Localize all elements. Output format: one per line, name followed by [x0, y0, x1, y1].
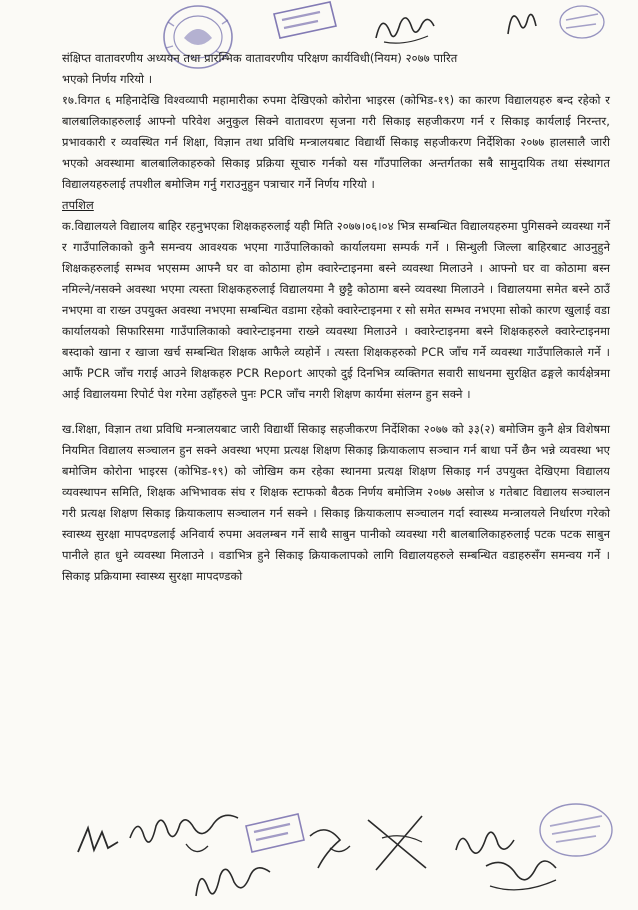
signature-bottom-7 — [480, 850, 570, 902]
signature-bottom-1 — [74, 822, 124, 862]
signature-top-2 — [500, 0, 610, 50]
top-continuation-line-1: संक्षिप्त वातावरणीय अध्ययन तथा प्रारम्भिक वातावरणीय परिक्षण कार्यविधी(नियम) २०७७ पारित — [62, 51, 458, 65]
section-heading: तपशिल — [62, 198, 94, 212]
top-continuation-line-2: भएको निर्णय गरियो । — [62, 72, 153, 86]
detail-item-kha: ख.शिक्षा, विज्ञान तथा प्रविधि मन्त्रालयबाट जारी विद्यार्थी सिकाइ सहजीकरण निर्देशिका २०७७ को ३३(२) बमोजिम कुनै क्षेत्र विशेषमा नियमित विद्यालय सञ्चालन हुन सक्ने अवस्था भएमा प्रत्यक्ष शिक्षण सिकाइ क्रियाकलाप सञ्चान गर्न बाधा पर्ने छैन भन्ने व्यवस्था भए बमोजिम कोरोना भाइरस (कोभिड-१९) को जोखिम कम रहेका स्थानमा प्रत्यक्ष शिक्षण सिकाइ गर्न उपयुक्त देखिएमा विद्यालय व्यवस्थापन समिति, शिक्षक अभिभावक संघ र शिक्षक स्टाफको बैठक निर्णय बमोजिम २०७७ असोज ४ गतेबाट विद्यालय सञ्चालन गरी प्रत्यक्ष शिक्षण सिकाइ क्रियाकलाप सञ्चालन गर्न सक्ने । सिकाइ क्रियाकलाप सञ्चालन गर्दा स्वास्थ्य मन्त्रालयले निर्धारण गरेको स्वास्थ्य सुरक्षा मापदण्डलाई अनिवार्य रुपमा अवलम्बन गर्ने साथै साबुन पानीको व्यवस्था गरी बालबालिकाहरुलाई पटक पटक साबुन पानीले हात धुने व्यवस्था मिलाउने । वडाभित्र हुने सिकाइ क्रियाकलापको लागि विद्यालयहरुले सम्बन्धित वडाहरुसँग समन्वय गर्ने । सिकाइ प्रक्रियामा स्वास्थ्य सुरक्षा मापदण्डको — [62, 422, 610, 583]
office-stamp-top — [270, 0, 340, 40]
signature-top-1 — [370, 8, 440, 52]
paragraph-spacer — [62, 405, 610, 419]
decision-item-17: १७.विगत ६ महिनादेखि विश्वव्यापी महामारीका रुपमा देखिएको कोरोना भाइरस (कोभिड-१९) का कारण विद्यालयहरु बन्द रहेको र बालबालिकाहरुलाई आफ्नो परिवेश अनुकुल सिक्ने वातावरण सृजना गरी सिकाइ सहजीकरण गर्न र सिकाइ कार्यलाई निरन्तर, प्रभावकारी र व्यवस्थित गर्न शिक्षा, विज्ञान तथा प्रविधि मन्त्रालयबाट विद्यार्थी सिकाइ सहजीकरण निर्देशिका २०७७ हालसालै जारी भएको अवस्थामा बालबालिकाहरुको सिकाइ प्रक्रिया सूचारु गर्नको यस गाँउपालिका अन्तर्गतका सबै सामुदायिक तथा संस्थागत विद्यालयहरुलाई तपशील बमोजिम गर्नु गराउनुहुन पत्राचार गर्ने निर्णय गरियो । — [62, 93, 610, 191]
signature-bottom-6 — [190, 856, 280, 908]
signature-bottom-4 — [362, 808, 442, 878]
document-body — [62, 48, 610, 587]
detail-item-ka: क.विद्यालयले विद्यालय बाहिर रहनुभएका शिक्षकहरुलाई यही मिति २०७७।०६।०४ भित्र सम्बन्धित विद्यालयहरुमा पुगिसक्ने व्यवस्था गर्ने र गाउँपालिकाको कुनै समन्वय आवश्यक भएमा गाउँपालिकाको कार्यालयमा सम्पर्क गर्ने । सिन्धुली जिल्ला बाहिरबाट आउनुहुने शिक्षकहरुलाई सम्भव भएसम्म आफ्नै घर वा कोठामा होम क्वारेन्टाइनमा बस्ने व्यवस्था मिलाउने । आफ्नो घर वा कोठामा बस्न नमिल्ने/नसक्ने अवस्था भएमा त्यस्ता शिक्षकहरुलाई विद्यालयमा नै छुट्टै कोठामा बस्ने व्यवस्था मिलाउने । विद्यालयमा समेत बस्ने ठाउँ नभएमा वा राख्न उपयुक्त अवस्था नभएमा सम्बन्धित वडामा रहेको क्वारेन्टाइनमा र सो समेत सम्भव नभएमा सोको कारण खुलाई वडा कार्यालयको सिफारिसमा गाउँपालिकाको क्वारेन्टाइनमा राख्ने व्यवस्था मिलाउने । क्वारेन्टाइनमा बस्ने शिक्षकहरुले क्वारेन्टाइनमा बस्दाको खाना र खाजा खर्च सम्बन्धित शिक्षक आफैले व्यहोर्ने । त्यस्ता शिक्षकहरुको PCR जाँच गर्ने व्यवस्था गाउँपालिकाले गर्ने । आफैं PCR जाँच गराई आउने शिक्षकहरु PCR Report आएको दुई दिनभित्र व्यक्तिगत सवारी साधनमा सुरक्षित ढङ्गले कार्यक्षेत्रमा आई विद्यालयमा रिपोर्ट पेश गरेमा उहाँहरुले पुनः PCR जाँच नगरी शिक्षण कार्यमा संलग्न हुन सक्ने । — [62, 219, 610, 401]
signature-bottom-3 — [300, 818, 360, 878]
